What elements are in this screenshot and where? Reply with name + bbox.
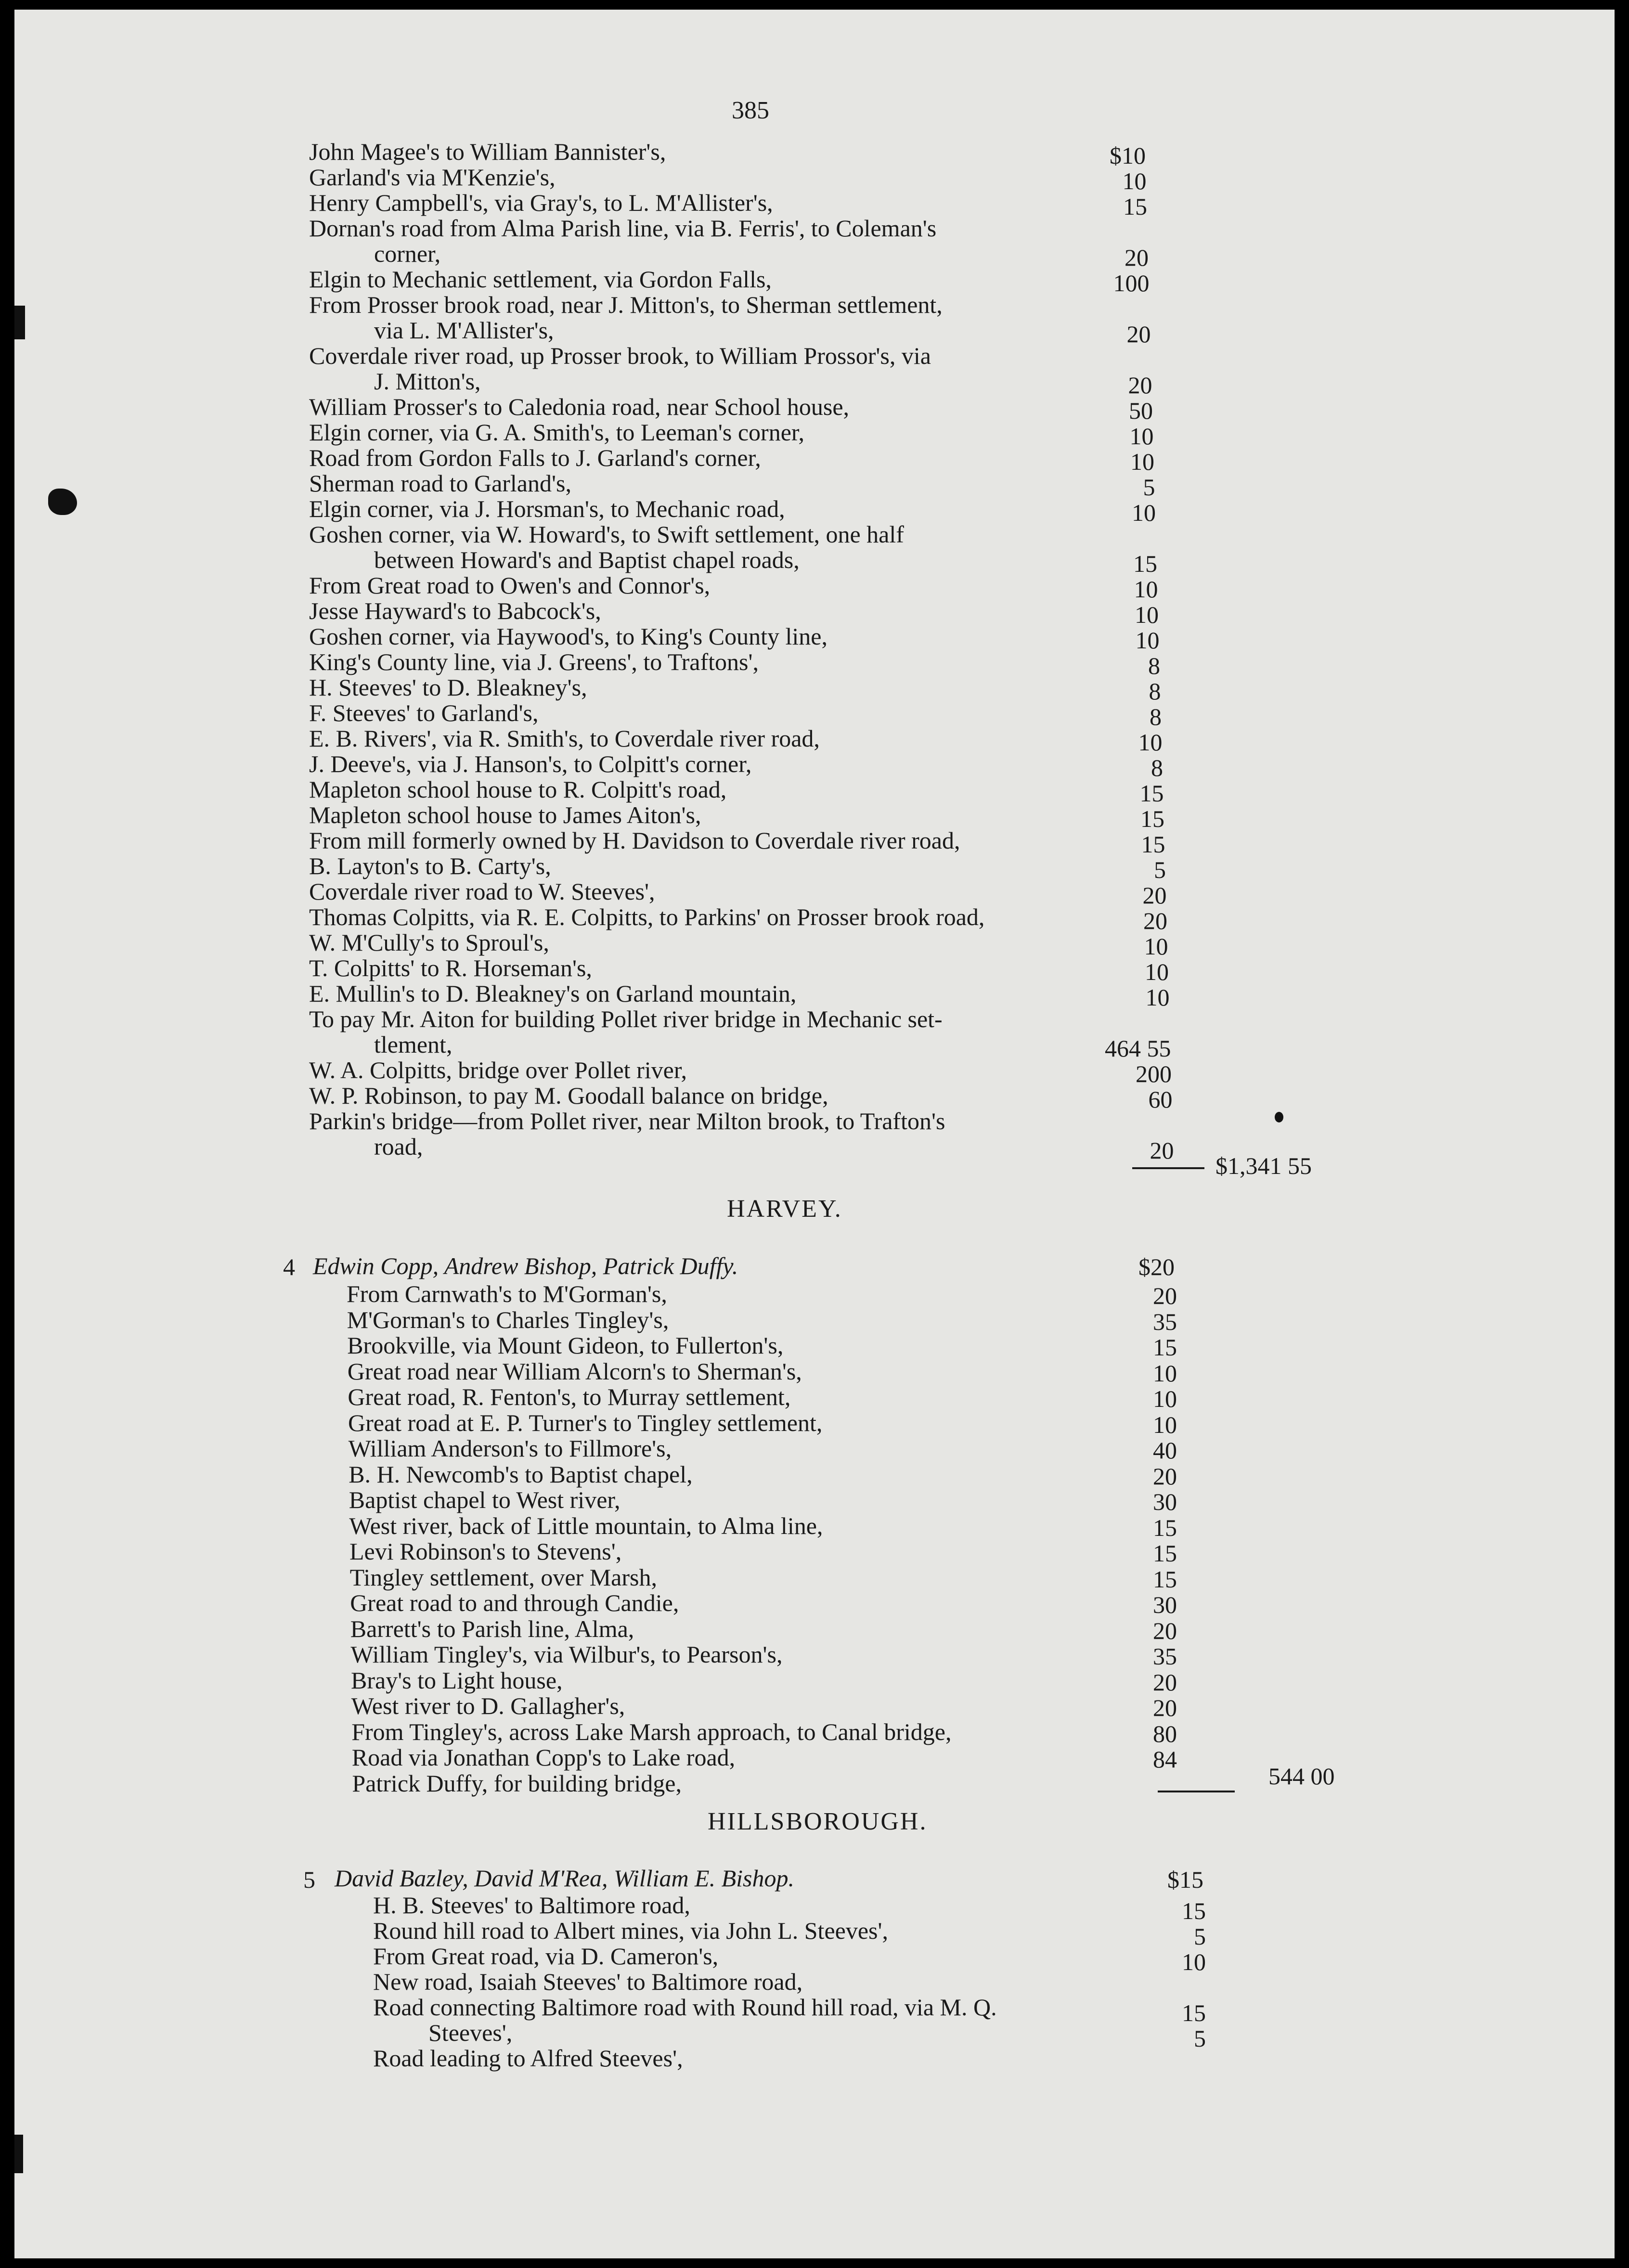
entry-text: Road from Gordon Falls to J. Garland's corner, <box>309 444 761 471</box>
entry-text: Henry Campbell's, via Gray's, to L. M'Allister's, <box>309 189 773 216</box>
entry-text: W. A. Colpitts, bridge over Pollet river, <box>309 1057 687 1083</box>
entry-amount: 5 <box>1154 856 1166 883</box>
entry-text: Parkin's bridge—from Pollet river, near Milton brook, to Trafton's <box>309 1108 945 1134</box>
entry-text: William Anderson's to Fillmore's, <box>348 1435 672 1462</box>
entry-amount: 15 <box>1182 1897 1206 1924</box>
entry-text: W. P. Robinson, to pay M. Goodall balance on bridge, <box>309 1082 828 1109</box>
entry-text: From Prosser brook road, near J. Mitton's, to Sherman settlement, <box>309 291 943 318</box>
entry-amount: 15 <box>1139 780 1164 807</box>
entry-text: Patrick Duffy, for building bridge, <box>352 1769 682 1797</box>
entry-amount: 8 <box>1148 652 1160 679</box>
subtotal-rule <box>1158 1791 1235 1792</box>
entry-text: Great road, R. Fenton's, to Murray settlement, <box>348 1383 791 1410</box>
entry-text: Bray's to Light house, <box>351 1666 563 1694</box>
entry-text: E. B. Rivers', via R. Smith's, to Coverdale river road, <box>309 725 820 752</box>
entry-text: Great road at E. P. Turner's to Tingley settlement, <box>348 1409 823 1436</box>
entry-text: Great road near William Alcorn's to Sherman's, <box>347 1357 802 1385</box>
entry-amount: 10 <box>1153 1359 1177 1387</box>
entry-amount: 20 <box>1125 244 1149 271</box>
entry-text: corner, <box>374 240 441 267</box>
entry-amount: 100 <box>1113 270 1150 296</box>
entry-amount: 80 <box>1153 1720 1177 1747</box>
section-heading: HILLSBOROUGH. <box>708 1808 928 1835</box>
entry-amount: 15 <box>1153 1565 1177 1593</box>
entry-text: M'Gorman's to Charles Tingley's, <box>347 1306 669 1333</box>
entry-text: Round hill road to Albert mines, via John L. Steeves', <box>373 1917 888 1944</box>
entry-text: Road leading to Alfred Steeves', <box>373 2045 683 2072</box>
entry-amount: 10 <box>1138 729 1163 756</box>
entry-text: Steeves', <box>428 2019 513 2046</box>
entry-text: Great road to and through Candie, <box>350 1589 679 1616</box>
entry-text: William Tingley's, via Wilbur's, to Pearson's, <box>350 1641 783 1668</box>
entry-text: T. Colpitts' to R. Horseman's, <box>309 954 592 981</box>
entry-amount: 20 <box>1153 1668 1177 1696</box>
entry-amount: 5 <box>1194 1923 1206 1950</box>
entry-text: From mill formerly owned by H. Davidson to Coverdale river road, <box>309 827 960 854</box>
entry-amount: 10 <box>1145 958 1169 985</box>
entry-text: To pay Mr. Aiton for building Pollet river bridge in Mechanic set- <box>309 1005 943 1032</box>
entry-amount: 20 <box>1143 907 1167 934</box>
entry-text: Jesse Hayward's to Babcock's, <box>309 597 601 624</box>
entry-amount: 10 <box>1134 576 1158 603</box>
entry-text: Coverdale river road, up Prosser brook, to William Prossor's, via <box>309 342 931 369</box>
scan-mark <box>14 2135 23 2173</box>
page-number: 385 <box>732 97 769 124</box>
entry-text: West river to D. Gallagher's, <box>351 1692 625 1719</box>
entry-amount: 20 <box>1153 1694 1177 1721</box>
entry-text: H. Steeves' to D. Bleakney's, <box>309 674 587 701</box>
entry-text: Baptist chapel to West river, <box>349 1486 621 1513</box>
entry-amount: 15 <box>1140 805 1164 832</box>
entry-text: Road via Jonathan Copp's to Lake road, <box>351 1744 736 1771</box>
entry-amount: 10 <box>1130 448 1154 475</box>
entry-amount: 10 <box>1132 499 1156 526</box>
entry-amount: 20 <box>1126 321 1151 348</box>
entry-text: J. Mitton's, <box>374 368 481 395</box>
commissioners: Edwin Copp, Andrew Bishop, Patrick Duffy. <box>313 1252 738 1279</box>
entry-text: West river, back of Little mountain, to Alma line, <box>349 1512 823 1539</box>
entry-amount: 8 <box>1151 754 1163 781</box>
entry-text: Road connecting Baltimore road with Round hill road, via M. Q. <box>373 1994 997 2021</box>
entry-amount: 15 <box>1123 193 1147 220</box>
entry-text: Levi Robinson's to Stevens', <box>349 1538 622 1565</box>
entry-amount: 8 <box>1149 678 1161 705</box>
entry-text: tlement, <box>374 1031 452 1058</box>
entry-text: Thomas Colpitts, via R. E. Colpitts, to Parkins' on Prosser brook road, <box>309 903 985 930</box>
entry-amount: 5 <box>1143 474 1155 501</box>
entry-amount: 15 <box>1133 550 1157 577</box>
entry-text: From Carnwath's to M'Gorman's, <box>347 1280 667 1307</box>
document-page <box>14 10 1615 2258</box>
entry-text: Elgin corner, via G. A. Smith's, to Leeman's corner, <box>309 419 805 446</box>
entry-text: B. H. Newcomb's to Baptist chapel, <box>349 1460 693 1488</box>
entry-text: E. Mullin's to D. Bleakney's on Garland mountain, <box>309 980 797 1007</box>
scan-mark <box>1275 1112 1283 1122</box>
entry-text: John Magee's to William Bannister's, <box>309 138 666 165</box>
entry-amount: 35 <box>1153 1643 1177 1670</box>
entry-amount: 5 <box>1194 2025 1206 2052</box>
entry-amount: 10 <box>1153 1385 1177 1412</box>
entry-text: Goshen corner, via Haywood's, to King's County line, <box>309 623 827 650</box>
entry-text: King's County line, via J. Greens', to Traftons', <box>309 648 759 675</box>
entry-text: New road, Isaiah Steeves' to Baltimore road, <box>373 1968 803 1995</box>
entry-amount: 20 <box>1153 1462 1177 1490</box>
entry-amount: 30 <box>1153 1591 1177 1618</box>
section-heading: HARVEY. <box>727 1195 842 1223</box>
entry-text: H. B. Steeves' to Baltimore road, <box>373 1892 690 1919</box>
commission-number: 4 <box>283 1253 295 1280</box>
commissioners-amount: $20 <box>1138 1253 1175 1280</box>
entry-amount: $10 <box>1110 142 1146 169</box>
entry-text: Tingley settlement, over Marsh, <box>349 1563 657 1591</box>
entry-text: Coverdale river road to W. Steeves', <box>309 878 655 905</box>
entry-amount: 40 <box>1153 1437 1177 1464</box>
entry-amount: 50 <box>1129 397 1153 424</box>
entry-text: From Tingley's, across Lake Marsh approach, to Canal bridge, <box>351 1718 952 1745</box>
entry-text: via L. M'Allister's, <box>374 317 554 344</box>
entry-text: Mapleton school house to R. Colpitt's road, <box>309 776 727 803</box>
entry-amount: 20 <box>1150 1137 1174 1164</box>
subtotal-rule <box>1132 1167 1204 1169</box>
commissioners-amount: $15 <box>1167 1866 1203 1893</box>
entry-amount: 10 <box>1145 984 1170 1011</box>
entry-text: From Great road to Owen's and Connor's, <box>309 572 711 599</box>
entry-text: Garland's via M'Kenzie's, <box>309 164 556 191</box>
entry-amount: 10 <box>1135 627 1160 654</box>
commission-number: 5 <box>303 1866 315 1893</box>
commissioners: David Bazley, David M'Rea, William E. Bishop. <box>335 1865 794 1892</box>
section-total: $1,341 55 <box>1215 1152 1312 1179</box>
entry-text: F. Steeves' to Garland's, <box>309 699 539 726</box>
entry-amount: 35 <box>1153 1308 1177 1335</box>
entry-text: Dornan's road from Alma Parish line, via B. Ferris', to Coleman's <box>309 215 937 242</box>
entry-amount: 10 <box>1129 423 1154 450</box>
entry-text: Elgin corner, via J. Horsman's, to Mechanic road, <box>309 495 785 522</box>
entry-amount: 10 <box>1144 933 1168 960</box>
entry-amount: 20 <box>1142 882 1167 909</box>
entry-amount: 15 <box>1153 1540 1177 1567</box>
entry-amount: 8 <box>1150 703 1162 730</box>
entry-text: Mapleton school house to James Aiton's, <box>309 801 701 828</box>
entry-text: Barrett's to Parish line, Alma, <box>350 1615 634 1642</box>
entry-amount: 20 <box>1153 1282 1177 1309</box>
entry-text: between Howard's and Baptist chapel roads, <box>374 546 800 573</box>
entry-text: Goshen corner, via W. Howard's, to Swift settlement, one half <box>309 521 904 548</box>
entry-text: Elgin to Mechanic settlement, via Gordon Falls, <box>309 266 772 293</box>
entry-text: B. Layton's to B. Carty's, <box>309 852 551 879</box>
entry-amount: 15 <box>1153 1334 1177 1361</box>
entry-amount: 10 <box>1182 1948 1206 1975</box>
entry-amount: 10 <box>1135 601 1159 628</box>
entry-text: road, <box>374 1133 423 1160</box>
entry-amount: 20 <box>1128 372 1152 399</box>
entry-amount: 84 <box>1153 1746 1177 1773</box>
entry-amount: 15 <box>1153 1514 1177 1541</box>
entry-amount: 200 <box>1136 1060 1172 1087</box>
entry-text: Brookville, via Mount Gideon, to Fullerton's, <box>347 1332 784 1359</box>
entry-amount: 60 <box>1148 1086 1173 1113</box>
scan-mark <box>14 306 25 339</box>
section-total: 544 00 <box>1268 1763 1335 1790</box>
entry-amount: 10 <box>1122 168 1147 194</box>
entry-amount: 30 <box>1153 1488 1177 1515</box>
entry-amount: 15 <box>1182 1999 1206 2026</box>
entry-amount: 464 55 <box>1105 1035 1171 1062</box>
entry-amount: 20 <box>1153 1617 1177 1644</box>
entry-amount: 10 <box>1153 1411 1177 1438</box>
entry-text: Sherman road to Garland's, <box>309 470 571 497</box>
entry-text: W. M'Cully's to Sproul's, <box>309 929 549 956</box>
entry-text: J. Deeve's, via J. Hanson's, to Colpitt's corner, <box>309 750 752 777</box>
entry-text: William Prosser's to Caledonia road, near School house, <box>309 393 850 420</box>
entry-text: From Great road, via D. Cameron's, <box>373 1943 719 1970</box>
scan-mark <box>48 489 77 515</box>
entry-amount: 15 <box>1141 831 1165 858</box>
